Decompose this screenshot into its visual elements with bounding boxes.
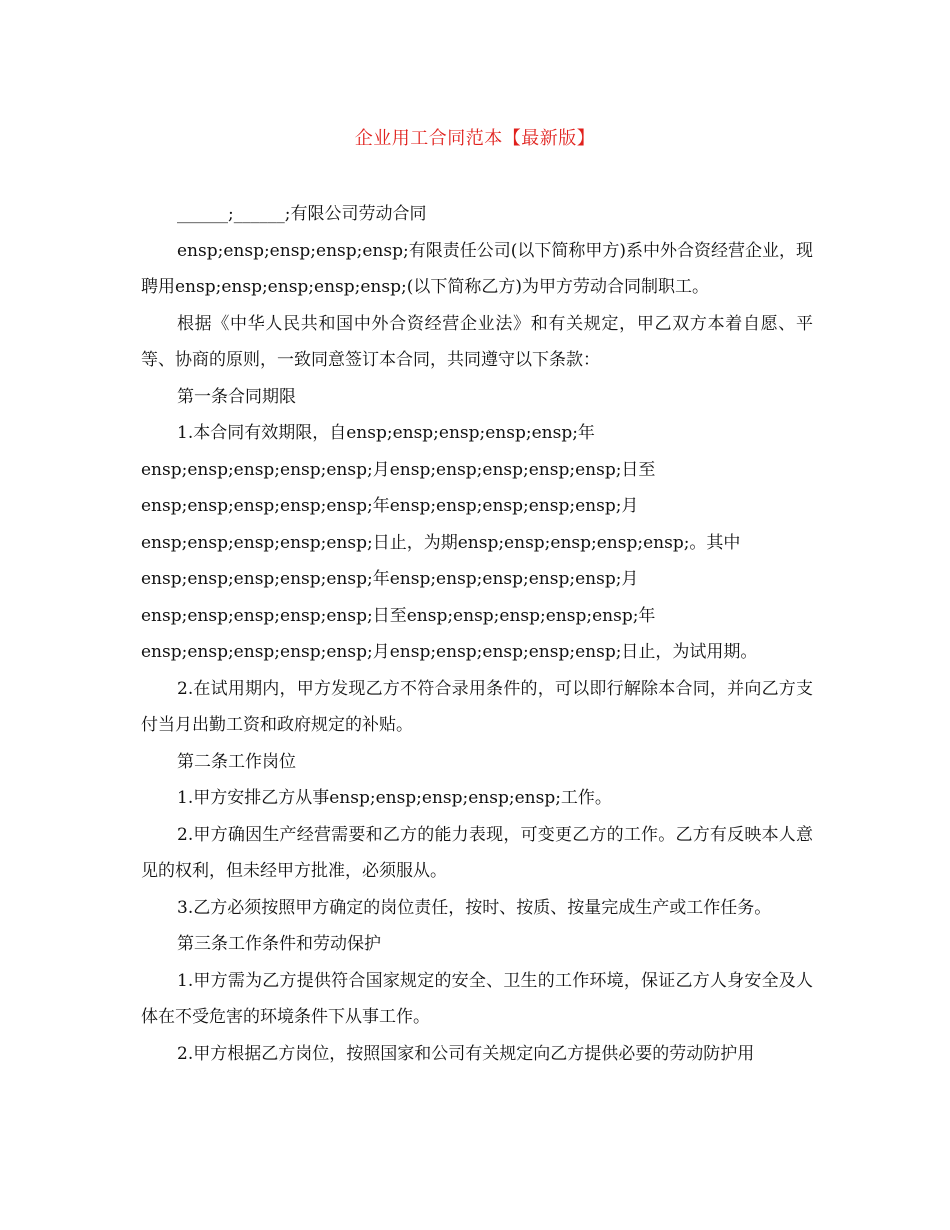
- paragraph-basis: 根据《中华人民共和国中外合资经营企业法》和有关规定，甲乙双方本着自愿、平等、协商的原则，一致同意签订本合同，共同遵守以下条款：: [141, 313, 813, 370]
- contract-header-line: ______;______;有限公司劳动合同: [177, 204, 427, 224]
- article-3-heading: 第三条工作条件和劳动保护: [177, 934, 381, 954]
- article-2-clause-2: 2.甲方确因生产经营需要和乙方的能力表现，可变更乙方的工作。乙方有反映本人意见的权利，但未经甲方批准，必须服从。: [141, 824, 813, 881]
- paragraph-parties: ensp;ensp;ensp;ensp;ensp;有限责任公司(以下简称甲方)系中外合资经营企业，现聘用ensp;ensp;ensp;ensp;ensp;(以下简称乙方)为甲方劳动合同制职工。: [141, 240, 813, 297]
- article-2-heading: 第二条工作岗位: [177, 751, 296, 772]
- article-3-clause-1: 1.甲方需为乙方提供符合国家规定的安全、卫生的工作环境，保证乙方人身安全及人体在不受危害的环境条件下从事工作。: [141, 970, 813, 1027]
- article-1-clause-1-line-5: ensp;ensp;ensp;ensp;ensp;年ensp;ensp;ensp;ensp;ensp;月: [141, 569, 639, 589]
- article-1-clause-1-line-7: ensp;ensp;ensp;ensp;ensp;月ensp;ensp;ensp;ensp;ensp;日止，为试用期。: [141, 642, 758, 662]
- article-1-clause-1-line-1: 1.本合同有效期限，自ensp;ensp;ensp;ensp;ensp;年: [177, 423, 595, 443]
- article-3-clause-2: 2.甲方根据乙方岗位，按照国家和公司有关规定向乙方提供必要的劳动防护用: [177, 1043, 755, 1064]
- article-1-clause-1-line-2: ensp;ensp;ensp;ensp;ensp;月ensp;ensp;ensp;ensp;ensp;日至: [141, 459, 656, 480]
- document-title: 企业用工合同范本【最新版】: [354, 128, 596, 149]
- document-body: [141, 196, 813, 1072]
- article-1-clause-1-line-6: ensp;ensp;ensp;ensp;ensp;日至ensp;ensp;ensp;ensp;ensp;年: [141, 605, 656, 626]
- article-2-clause-1: 1.甲方安排乙方从事ensp;ensp;ensp;ensp;ensp;工作。: [177, 788, 612, 808]
- article-1-heading: 第一条合同期限: [177, 386, 296, 407]
- article-1-clause-1-line-3: ensp;ensp;ensp;ensp;ensp;年ensp;ensp;ensp;ensp;ensp;月: [141, 496, 639, 516]
- article-1-clause-1-line-4: ensp;ensp;ensp;ensp;ensp;日止，为期ensp;ensp;ensp;ensp;ensp;。其中: [141, 532, 741, 553]
- article-1-clause-2: 2.在试用期内，甲方发现乙方不符合录用条件的，可以即行解除本合同，并向乙方支付当月出勤工资和政府规定的补贴。: [141, 678, 813, 735]
- article-2-clause-3: 3.乙方必须按照甲方确定的岗位责任，按时、按质、按量完成生产或工作任务。: [177, 897, 772, 918]
